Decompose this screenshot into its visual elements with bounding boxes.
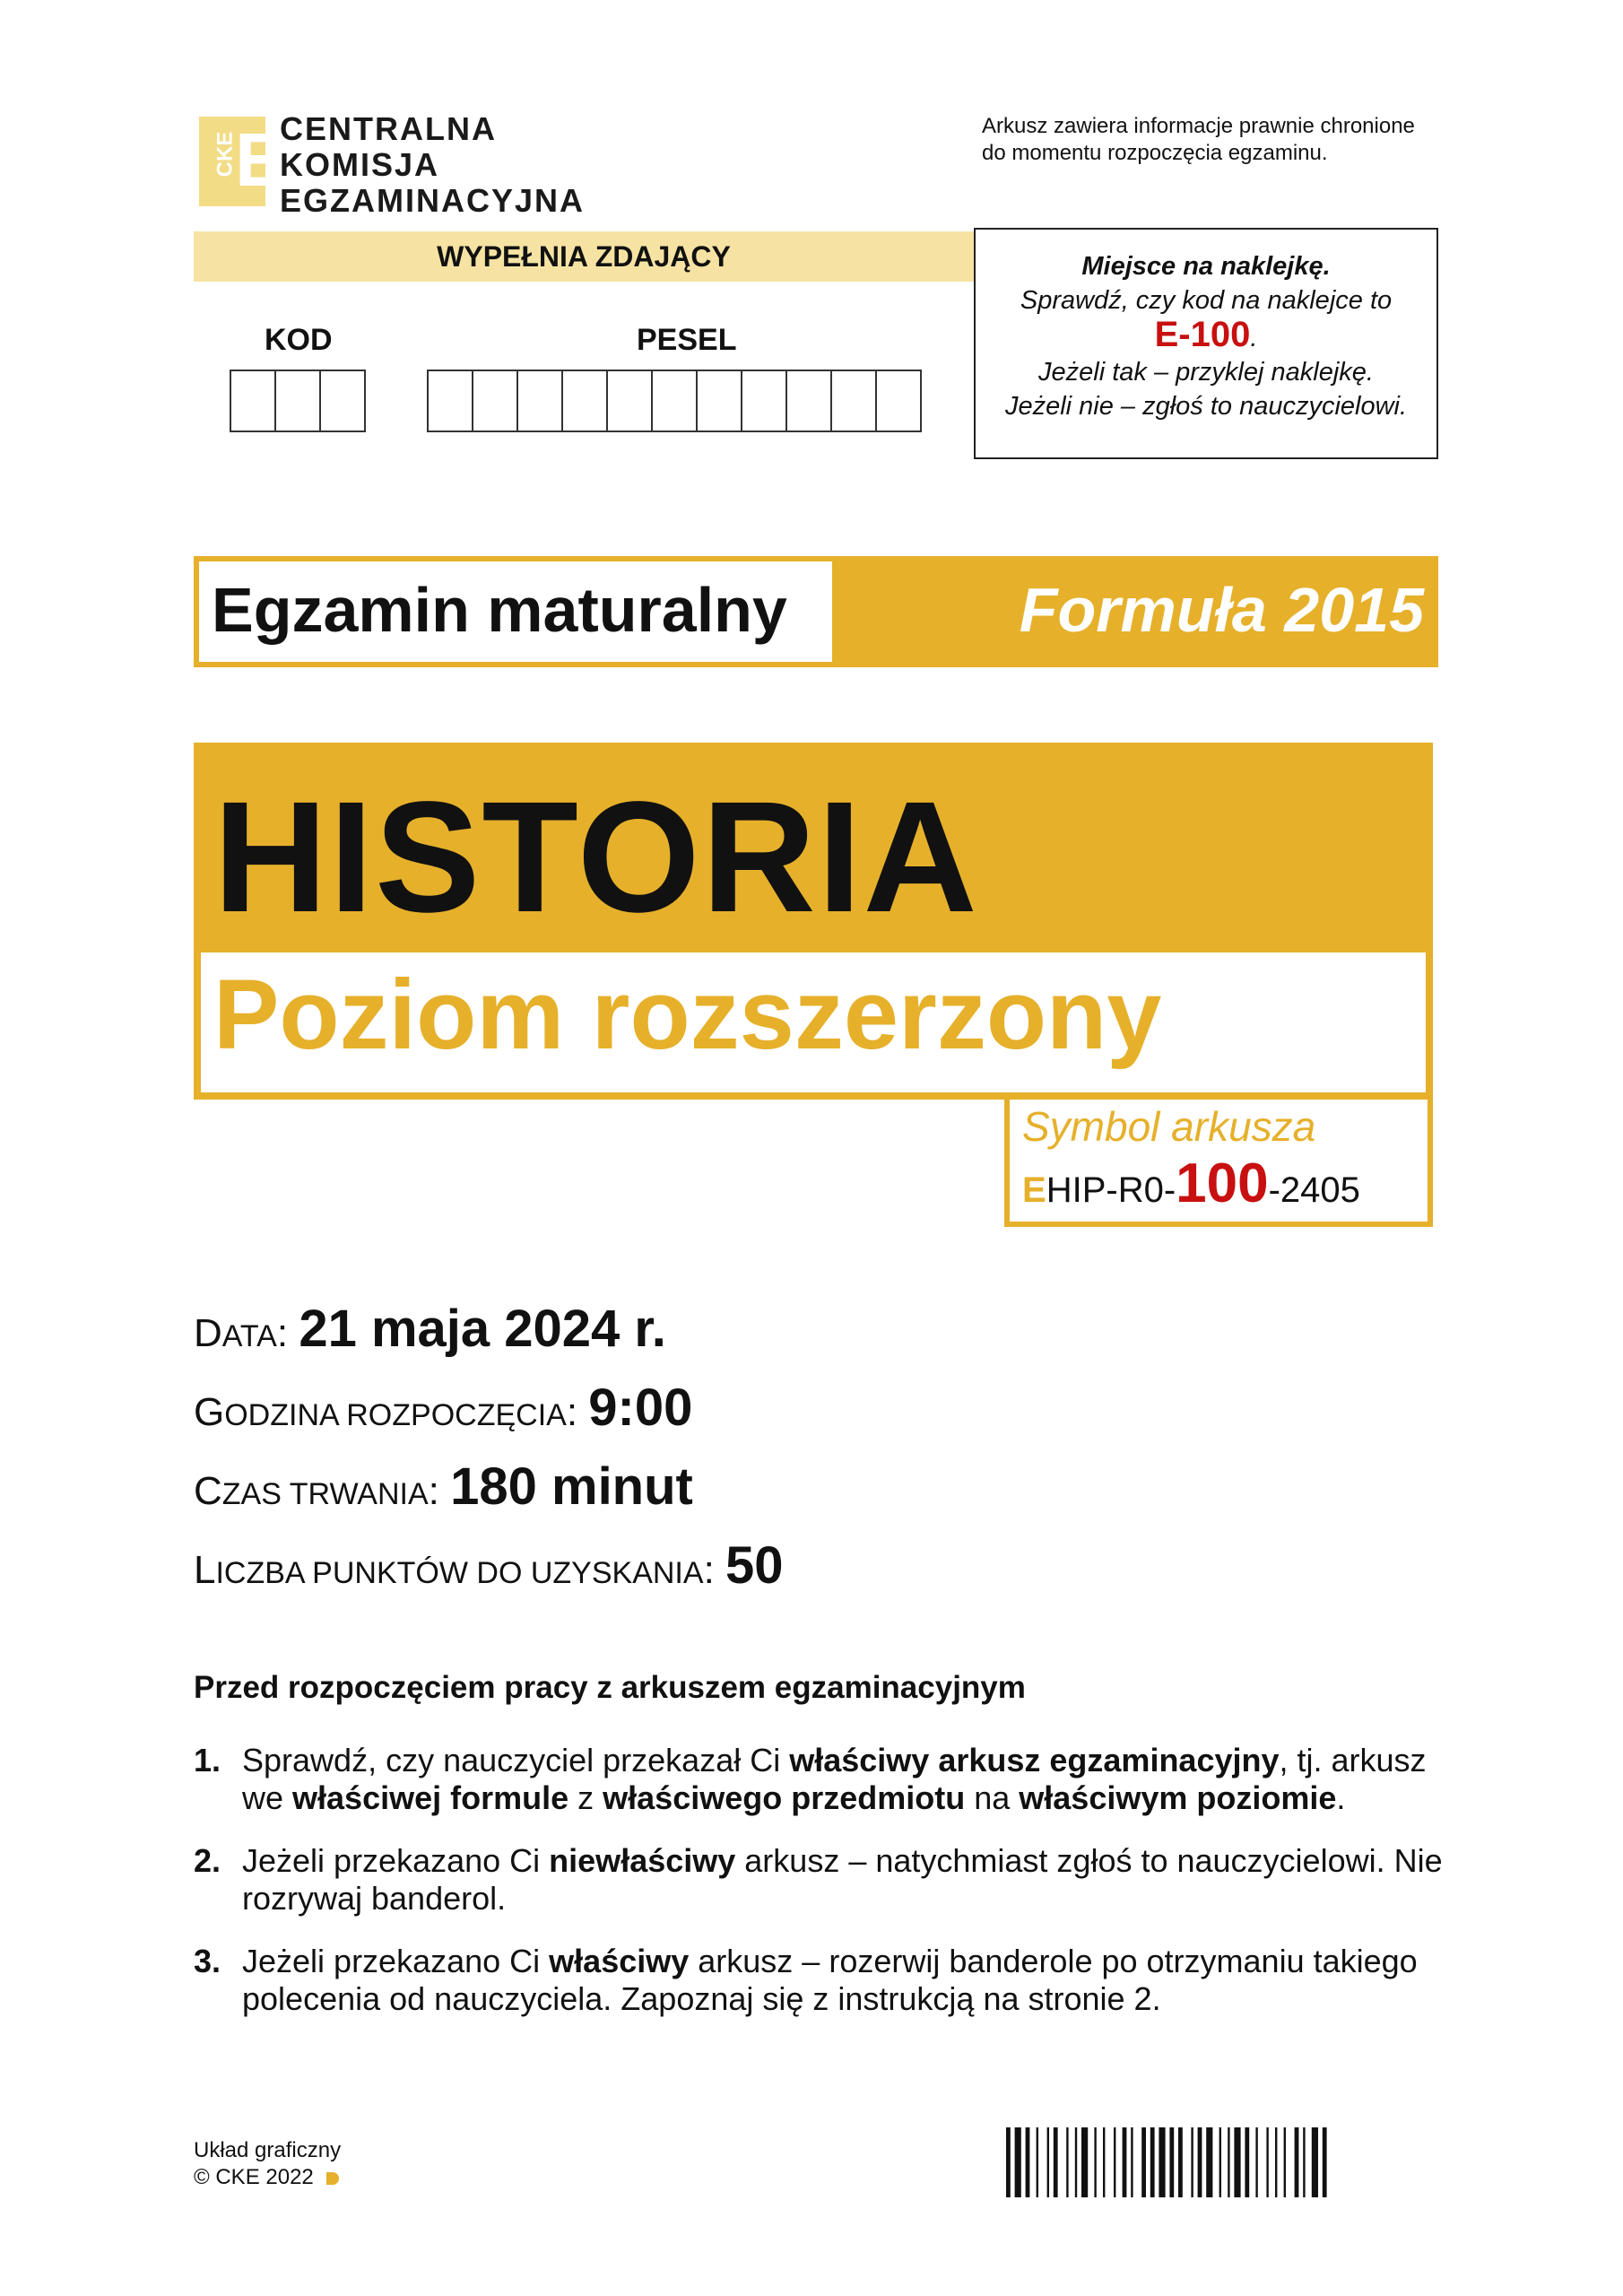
- exam-formula: Formuła 2015: [1019, 575, 1424, 645]
- barcode-bar: [1150, 2127, 1155, 2197]
- barcode-bar: [1178, 2127, 1183, 2197]
- pesel-box[interactable]: [427, 370, 473, 432]
- symbol-code: [1022, 1152, 1360, 1217]
- barcode-bar: [1075, 2127, 1077, 2197]
- org-line-2: KOMISJA: [280, 146, 440, 183]
- symbol-code-end: -2405: [1268, 1170, 1360, 1210]
- pesel-box[interactable]: [516, 370, 563, 432]
- points-cap: L: [194, 1548, 216, 1592]
- barcode-bar: [1284, 2127, 1286, 2197]
- kod-box[interactable]: [274, 370, 321, 432]
- sticker-area: [974, 228, 1438, 459]
- sticker-line-4: Jeżeli nie – zgłoś to nauczycielowi.: [1004, 392, 1408, 421]
- kod-box[interactable]: [230, 370, 276, 432]
- duration-label: ZAS TRWANIA: [221, 1477, 429, 1511]
- barcode-bar: [1054, 2127, 1058, 2197]
- symbol-code-e: E: [1022, 1170, 1046, 1210]
- points-label: ICZBA PUNKTÓW DO UZYSKANIA: [215, 1556, 704, 1590]
- info-date: [194, 1302, 666, 1363]
- barcode-bar: [1255, 2127, 1257, 2197]
- points-colon: :: [703, 1548, 715, 1592]
- barcode-bar: [1266, 2127, 1268, 2197]
- kod-label: KOD: [265, 323, 333, 357]
- org-line-3: EGZAMINACYJNA: [280, 182, 586, 219]
- instruction-number: 2.: [194, 1842, 221, 1879]
- instructions-heading: Przed rozpoczęciem pracy z arkuszem egzaminacyjnym: [194, 1670, 1026, 1705]
- hour-label: ODZINA ROZPOCZĘCIA: [224, 1398, 567, 1432]
- duration-cap: C: [194, 1469, 222, 1513]
- barcode-bar: [1006, 2127, 1011, 2197]
- barcode-bar: [1026, 2127, 1030, 2197]
- barcode-bar: [1066, 2127, 1068, 2197]
- pesel-box[interactable]: [561, 370, 608, 432]
- barcode-bar: [1159, 2127, 1165, 2197]
- footer-line-2: © CKE 2022: [194, 2165, 314, 2189]
- date-colon: :: [276, 1311, 289, 1355]
- instructions-list: [194, 1742, 1449, 2043]
- instruction-text: Jeżeli przekazano Ci niewłaściwy arkusz – natychmiast zgłoś to nauczycielowi. Nie rozrywaj banderol.: [242, 1842, 1443, 1917]
- symbol-label: Symbol arkusza: [1022, 1103, 1316, 1150]
- barcode-bar: [1037, 2127, 1038, 2197]
- pesel-box[interactable]: [696, 370, 742, 432]
- barcode-bar: [1081, 2127, 1088, 2197]
- notice-line-1: Arkusz zawiera informacje prawnie chronione: [982, 114, 1415, 138]
- pesel-box[interactable]: [830, 370, 877, 432]
- subject-title: HISTORIA: [213, 770, 979, 945]
- hour-colon: :: [566, 1390, 578, 1434]
- confidential-notice: [982, 113, 1415, 167]
- barcode-bar: [1295, 2127, 1299, 2197]
- org-name: [280, 111, 585, 219]
- sticker-line-2: Sprawdź, czy kod na naklejce to: [1020, 286, 1393, 315]
- sticker-code-suffix: .: [1250, 324, 1258, 352]
- date-value: 21 maja 2024 r.: [299, 1300, 666, 1358]
- sticker-line-1: Miejsce na naklejkę.: [1081, 252, 1331, 281]
- barcode-bar: [1114, 2127, 1115, 2197]
- barcode-bar: [1228, 2127, 1229, 2197]
- barcode-bar: [1169, 2127, 1174, 2197]
- symbol-code-mid: HIP-R0-: [1046, 1170, 1176, 1210]
- duration-value: 180 minut: [450, 1457, 693, 1516]
- candidate-banner: WYPEŁNIA ZDAJĄCY: [194, 231, 974, 282]
- instruction-item: [194, 1742, 1449, 1817]
- footer-line-1: Układ graficzny: [194, 2138, 342, 2162]
- barcode-bar: [1245, 2127, 1249, 2197]
- pesel-label: PESEL: [637, 323, 737, 357]
- barcode-icon: [1006, 2127, 1419, 2197]
- sticker-code: E-100: [1154, 315, 1251, 354]
- barcode-bar: [1047, 2127, 1049, 2197]
- hour-value: 9:00: [588, 1378, 693, 1437]
- duration-colon: :: [428, 1469, 439, 1513]
- footer-credits: [194, 2137, 341, 2191]
- barcode-bar: [1015, 2127, 1021, 2197]
- notice-line-2: do momentu rozpoczęcia egzaminu.: [982, 141, 1328, 165]
- footer-dot-icon: [326, 2172, 339, 2185]
- barcode-bar: [1312, 2127, 1318, 2197]
- info-duration: [194, 1457, 693, 1521]
- barcode-bar: [1191, 2127, 1193, 2197]
- pesel-box[interactable]: [472, 370, 518, 432]
- info-points: [194, 1536, 784, 1600]
- date-cap: D: [194, 1311, 222, 1355]
- date-label: ATA: [221, 1319, 277, 1353]
- pesel-input-boxes[interactable]: [429, 370, 922, 432]
- logo-letters: CKE: [213, 131, 238, 178]
- barcode-bar: [1141, 2127, 1146, 2197]
- barcode-bar: [1206, 2127, 1212, 2197]
- exam-title: Egzamin maturalny: [212, 575, 787, 645]
- barcode-bar: [1131, 2127, 1133, 2197]
- barcode-bar: [1103, 2127, 1105, 2197]
- symbol-code-num: 100: [1176, 1152, 1269, 1214]
- instruction-item: [194, 1943, 1449, 2018]
- barcode-bar: [1198, 2127, 1202, 2197]
- barcode-bar: [1123, 2127, 1127, 2197]
- instruction-number: 1.: [194, 1742, 221, 1779]
- barcode-bar: [1303, 2127, 1305, 2197]
- points-value: 50: [725, 1536, 784, 1595]
- subject-level: Poziom rozszerzony: [213, 960, 1162, 1070]
- pesel-box[interactable]: [785, 370, 832, 432]
- barcode-bar: [1275, 2127, 1277, 2197]
- sticker-line-3: Jeżeli tak – przyklej naklejkę.: [1038, 358, 1374, 387]
- org-line-1: CENTRALNA: [280, 110, 497, 147]
- instruction-text: Jeżeli przekazano Ci właściwy arkusz – rozerwij banderole po otrzymaniu takiego polecenia od nauczyciela. Zapoznaj się z instrukcją na stronie 2.: [242, 1943, 1418, 2017]
- instruction-number: 3.: [194, 1943, 221, 1979]
- instruction-item: [194, 1842, 1449, 1918]
- pesel-box[interactable]: [741, 370, 787, 432]
- pesel-box[interactable]: [875, 370, 922, 432]
- barcode-bar: [1323, 2127, 1327, 2197]
- info-start-hour: [194, 1378, 693, 1442]
- barcode-bar: [1234, 2127, 1240, 2197]
- kod-input-boxes[interactable]: [231, 370, 366, 432]
- kod-box[interactable]: [319, 370, 366, 432]
- barcode-bar: [1094, 2127, 1096, 2197]
- pesel-box[interactable]: [651, 370, 698, 432]
- pesel-box[interactable]: [606, 370, 653, 432]
- logo-e-glyph: E: [235, 117, 286, 202]
- barcode-bar: [1219, 2127, 1221, 2197]
- cke-logo-mark: [199, 117, 286, 206]
- instruction-text: Sprawdź, czy nauczyciel przekazał Ci właściwy arkusz egzaminacyjny, tj. arkusz we właściwej formule z właściwego przedmiotu na właściwym poziomie.: [242, 1742, 1427, 1816]
- hour-cap: G: [194, 1390, 225, 1434]
